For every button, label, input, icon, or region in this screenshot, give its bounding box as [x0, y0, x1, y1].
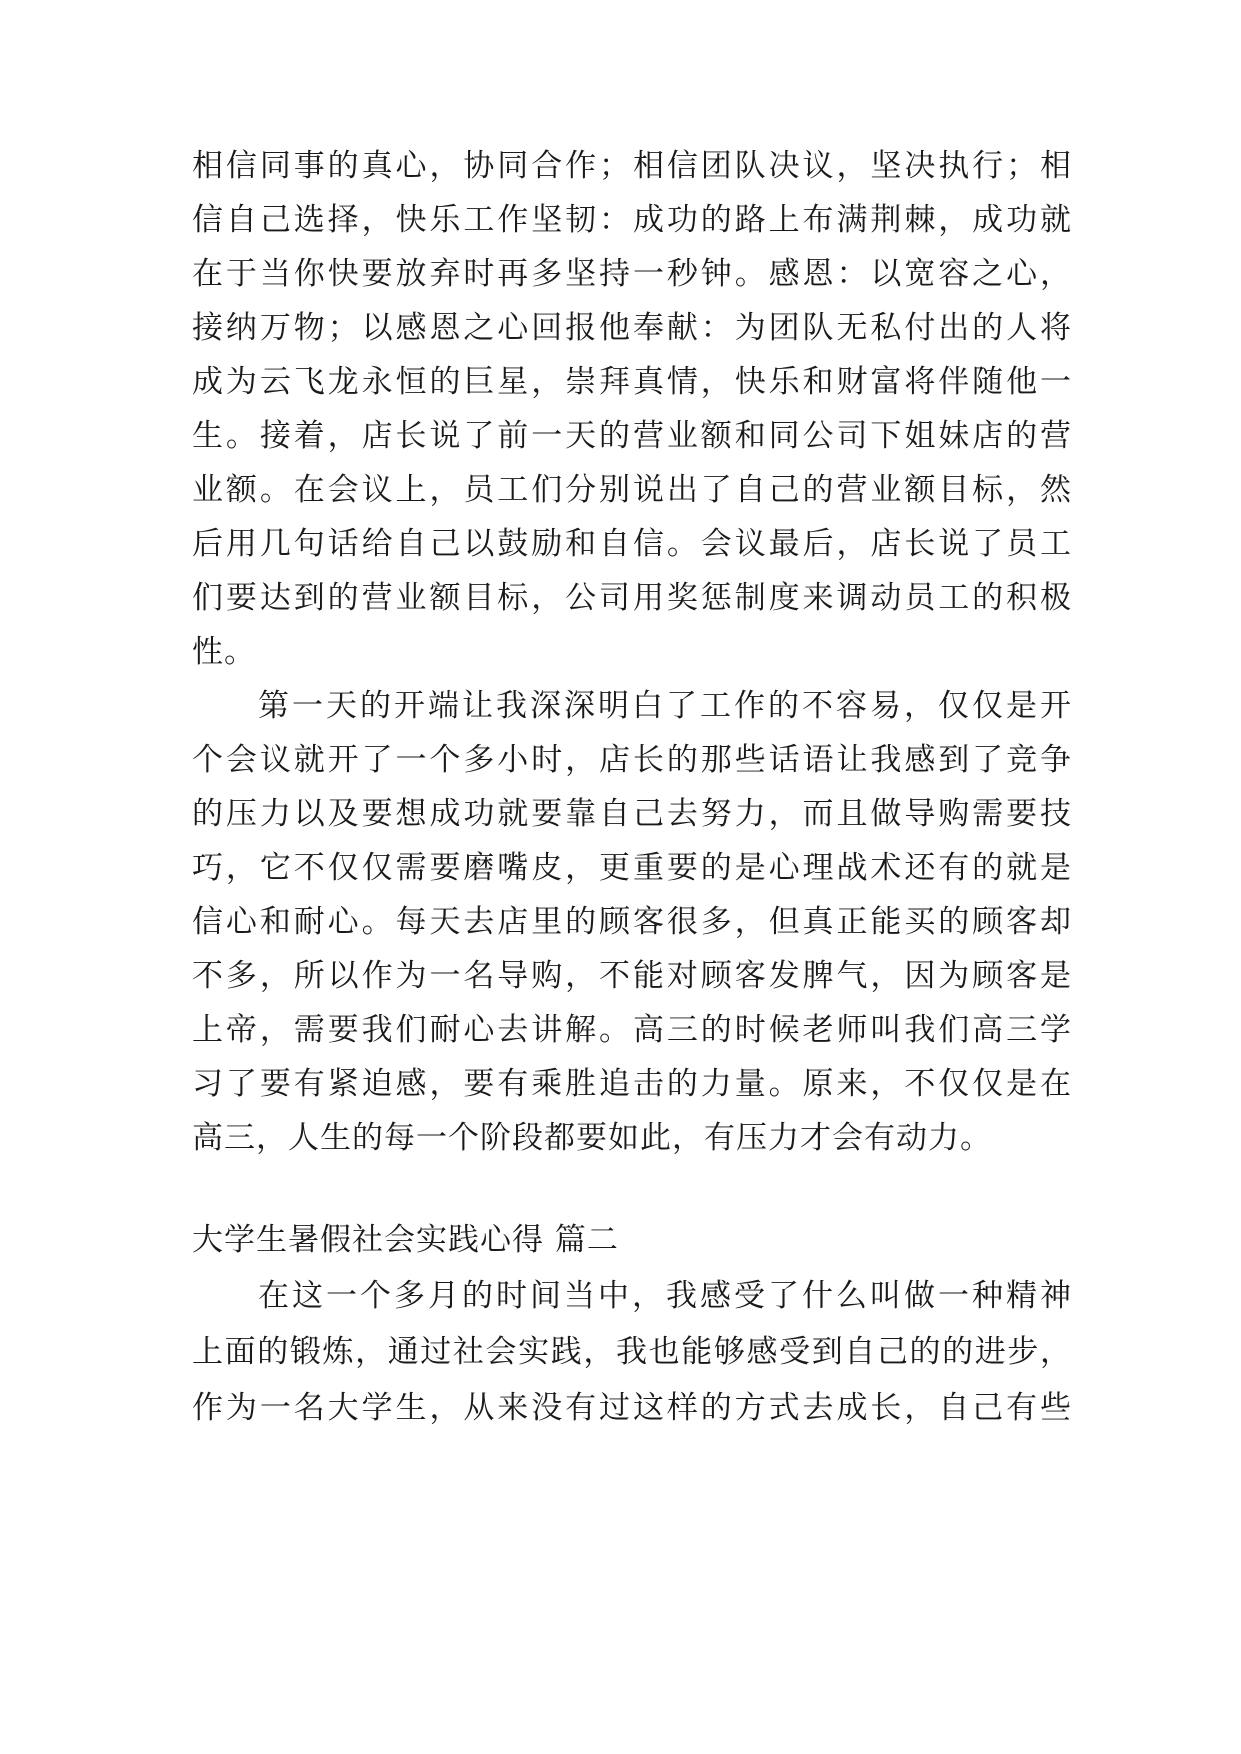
paragraph-line: 生。接着，店长说了前一天的营业额和同公司下姐妹店的营 [192, 418, 1072, 454]
paragraph-line: 高三，人生的每一个阶段都要如此，有压力才会有动力。 [192, 1120, 992, 1156]
paragraph-line: 上帝，需要我们耐心去讲解。高三的时候老师叫我们高三学 [192, 1012, 1072, 1048]
paragraph-line: 上面的锻炼，通过社会实践，我也能够感受到自己的的进步， [192, 1334, 1072, 1370]
paragraph-line: 们要达到的营业额目标，公司用奖惩制度来调动员工的积极 [192, 580, 1072, 616]
paragraph-line: 在这一个多月的时间当中，我感受了什么叫做一种精神 [258, 1278, 1072, 1314]
paragraph-line: 不多，所以作为一名导购，不能对顾客发脾气，因为顾客是 [192, 958, 1072, 994]
paragraph-line: 后用几句话给自己以鼓励和自信。会议最后，店长说了员工 [192, 526, 1072, 562]
paragraph-line: 第一天的开端让我深深明白了工作的不容易，仅仅是开 [258, 688, 1072, 724]
paragraph-line: 业额。在会议上，员工们分别说出了自己的营业额目标，然 [192, 472, 1072, 508]
paragraph-line: 相信同事的真心，协同合作；相信团队决议，坚决执行；相 [192, 148, 1072, 184]
section-heading: 大学生暑假社会实践心得 篇二 [192, 1222, 619, 1258]
paragraph-line: 个会议就开了一个多小时，店长的那些话语让我感到了竞争 [192, 742, 1072, 778]
paragraph-line: 信心和耐心。每天去店里的顾客很多，但真正能买的顾客却 [192, 904, 1072, 940]
paragraph-line: 信自己选择，快乐工作坚韧：成功的路上布满荆棘，成功就 [192, 202, 1072, 238]
paragraph-line: 成为云飞龙永恒的巨星，崇拜真情，快乐和财富将伴随他一 [192, 364, 1072, 400]
paragraph-line: 在于当你快要放弃时再多坚持一秒钟。感恩：以宽容之心， [192, 256, 1072, 292]
paragraph-line: 接纳万物；以感恩之心回报他奉献：为团队无私付出的人将 [192, 310, 1072, 346]
paragraph-line: 习了要有紧迫感，要有乘胜追击的力量。原来，不仅仅是在 [192, 1066, 1072, 1102]
paragraph-line: 性。 [192, 634, 256, 670]
paragraph-line: 作为一名大学生，从来没有过这样的方式去成长，自己有些 [192, 1390, 1072, 1426]
paragraph-line: 的压力以及要想成功就要靠自己去努力，而且做导购需要技 [192, 796, 1072, 832]
paragraph-line: 巧，它不仅仅需要磨嘴皮，更重要的是心理战术还有的就是 [192, 850, 1072, 886]
